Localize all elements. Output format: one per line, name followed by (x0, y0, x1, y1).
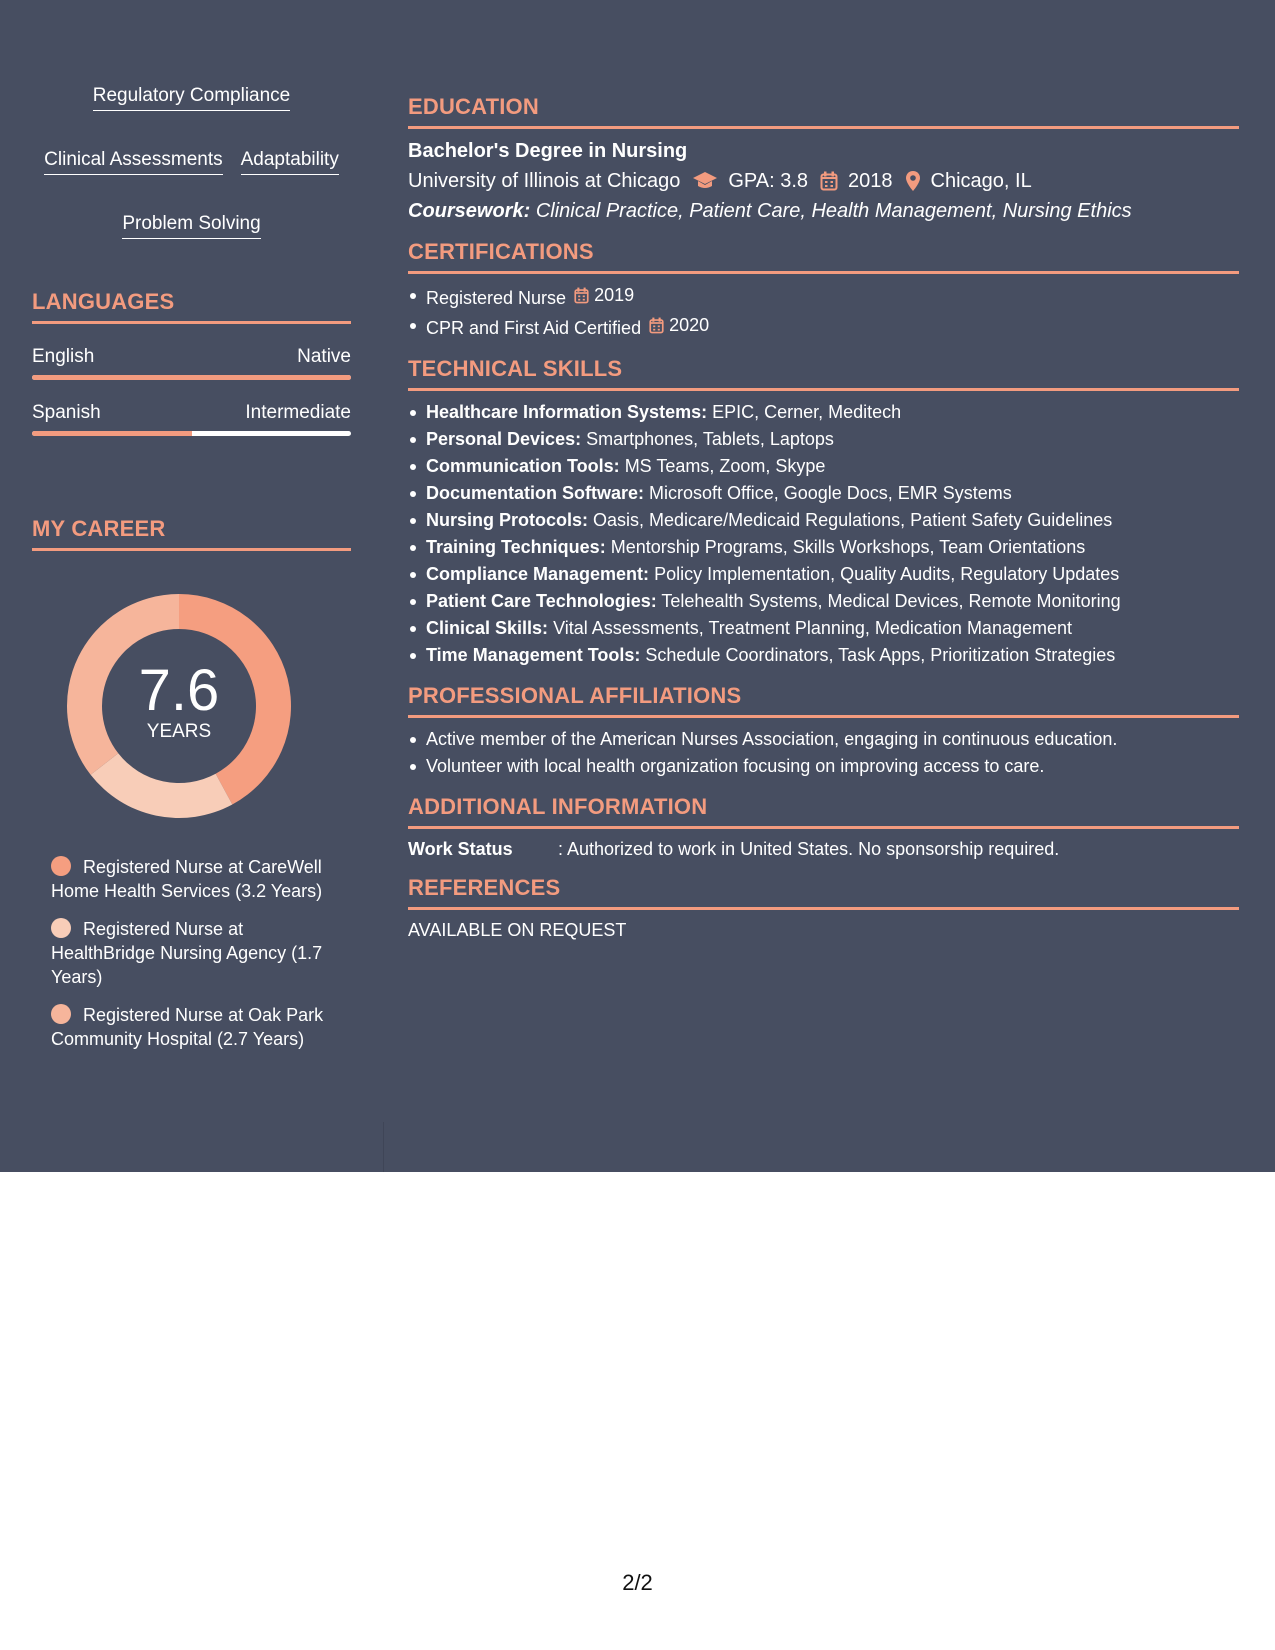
skill-item (408, 534, 1239, 561)
affiliation-item: Active member of the American Nurses Association, engaging in continuous education. (408, 726, 1239, 753)
skill-label: Patient Care Technologies: (426, 591, 657, 611)
technical-skills-title: TECHNICAL SKILLS (408, 356, 1239, 391)
coursework (408, 197, 1239, 225)
skill-value: Policy Implementation, Quality Audits, Regulatory Updates (654, 564, 1120, 584)
languages-title: LANGUAGES (32, 289, 351, 324)
references-section (408, 875, 1239, 942)
skill-label: Documentation Software: (426, 483, 645, 503)
career-legend-item (51, 917, 331, 989)
language-level: Intermediate (245, 402, 351, 423)
skill-tag: Adaptability (241, 149, 339, 175)
skill-label: Compliance Management: (426, 564, 650, 584)
skill-value: Vital Assessments, Treatment Planning, Medication Management (553, 618, 1073, 638)
skill-item (408, 561, 1239, 588)
certification-item (408, 282, 1239, 312)
language-item (32, 402, 351, 436)
certification-year: 2020 (669, 315, 710, 335)
education-title: EDUCATION (408, 94, 1239, 129)
skill-label: Personal Devices: (426, 429, 582, 449)
language-bar (32, 375, 351, 380)
gpa: GPA: 3.8 (728, 170, 809, 192)
education-section (408, 94, 1239, 225)
skill-item (408, 426, 1239, 453)
affiliations-title: PROFESSIONAL AFFILIATIONS (408, 683, 1239, 718)
career-legend-item (51, 855, 331, 903)
page-number: 2/2 (622, 1570, 653, 1595)
career-title: MY CAREER (32, 516, 351, 551)
certifications-title: CERTIFICATIONS (408, 239, 1239, 274)
skill-label: Nursing Protocols: (426, 510, 589, 530)
job-label: Registered Nurse at CareWell Home Health Services (3.2 Years) (51, 857, 323, 901)
language-bar (32, 431, 351, 436)
references-title: REFERENCES (408, 875, 1239, 910)
language-bar-fill (32, 375, 351, 380)
skill-value: Smartphones, Tablets, Laptops (586, 429, 834, 449)
certification-item (408, 312, 1239, 342)
skill-tag: Regulatory Compliance (93, 85, 291, 111)
graduation-cap-icon (692, 171, 718, 191)
additional-info-title: ADDITIONAL INFORMATION (408, 794, 1239, 829)
skill-label: Training Techniques: (426, 537, 606, 557)
technical-skills-section (408, 356, 1239, 669)
work-status-value: : Authorized to work in United States. No sponsorship required. (558, 839, 1060, 859)
skill-value: EPIC, Cerner, Meditech (712, 402, 902, 422)
skill-item (408, 642, 1239, 669)
language-bar-fill (32, 431, 192, 436)
legend-dot (51, 918, 71, 938)
references-text: AVAILABLE ON REQUEST (408, 920, 627, 940)
location-pin-icon (905, 170, 921, 192)
left-column (32, 85, 351, 1065)
school-location: Chicago, IL (930, 170, 1032, 192)
calendar-icon (574, 287, 589, 304)
job-label: Registered Nurse at Oak Park Community Hospital (2.7 Years) (51, 1005, 324, 1049)
career-legend (51, 855, 331, 1051)
skill-item (408, 399, 1239, 426)
work-status-label: Work Status (408, 839, 513, 859)
skill-value: Oasis, Medicare/Medicaid Regulations, Patient Safety Guidelines (593, 510, 1113, 530)
graduation-year: 2018 (848, 170, 893, 192)
language-name: Spanish (32, 402, 101, 423)
skill-value: Mentorship Programs, Skills Workshops, Team Orientations (610, 537, 1086, 557)
coursework-list: Clinical Practice, Patient Care, Health Management, Nursing Ethics (535, 200, 1132, 222)
certification-name: CPR and First Aid Certified (426, 318, 642, 338)
calendar-icon (820, 171, 838, 191)
coursework-label: Coursework: (408, 200, 531, 222)
skill-value: Microsoft Office, Google Docs, EMR Systems (649, 483, 1012, 503)
career-donut-chart (66, 593, 292, 819)
language-level: Native (297, 346, 351, 367)
skill-label: Clinical Skills: (426, 618, 549, 638)
column-divider (383, 1122, 384, 1172)
skill-item (408, 507, 1239, 534)
skill-label: Time Management Tools: (426, 645, 641, 665)
degree-title: Bachelor's Degree in Nursing (408, 140, 688, 162)
certification-year: 2019 (594, 285, 635, 305)
work-status-row (408, 837, 1239, 861)
skill-value: Schedule Coordinators, Task Apps, Prioritization Strategies (645, 645, 1116, 665)
skills-tags (32, 85, 351, 239)
certification-name: Registered Nurse (426, 288, 567, 308)
skill-item (408, 588, 1239, 615)
certifications-section (408, 239, 1239, 342)
job-label: Registered Nurse at HealthBridge Nursing Agency (1.7 Years) (51, 919, 323, 987)
skill-item (408, 480, 1239, 507)
career-total-years: 7.6 (138, 658, 220, 723)
school-name: University of Illinois at Chicago (408, 170, 681, 192)
career-total-unit: YEARS (146, 721, 212, 742)
legend-dot (51, 1004, 71, 1024)
skill-item (408, 453, 1239, 480)
skill-tag: Clinical Assessments (44, 149, 222, 175)
career-legend-item (51, 1003, 331, 1051)
legend-dot (51, 856, 71, 876)
skill-item (408, 615, 1239, 642)
affiliations-section (408, 683, 1239, 780)
calendar-icon (649, 317, 664, 334)
language-name: English (32, 346, 95, 367)
affiliation-item: Volunteer with local health organization focusing on improving access to care. (408, 753, 1239, 780)
skill-value: MS Teams, Zoom, Skype (624, 456, 826, 476)
right-column (408, 94, 1239, 956)
skill-label: Healthcare Information Systems: (426, 402, 708, 422)
skill-label: Communication Tools: (426, 456, 620, 476)
skill-value: Telehealth Systems, Medical Devices, Remote Monitoring (661, 591, 1121, 611)
language-item (32, 346, 351, 380)
skill-tag: Problem Solving (122, 213, 260, 239)
additional-info-section (408, 794, 1239, 861)
education-details (408, 165, 1239, 197)
